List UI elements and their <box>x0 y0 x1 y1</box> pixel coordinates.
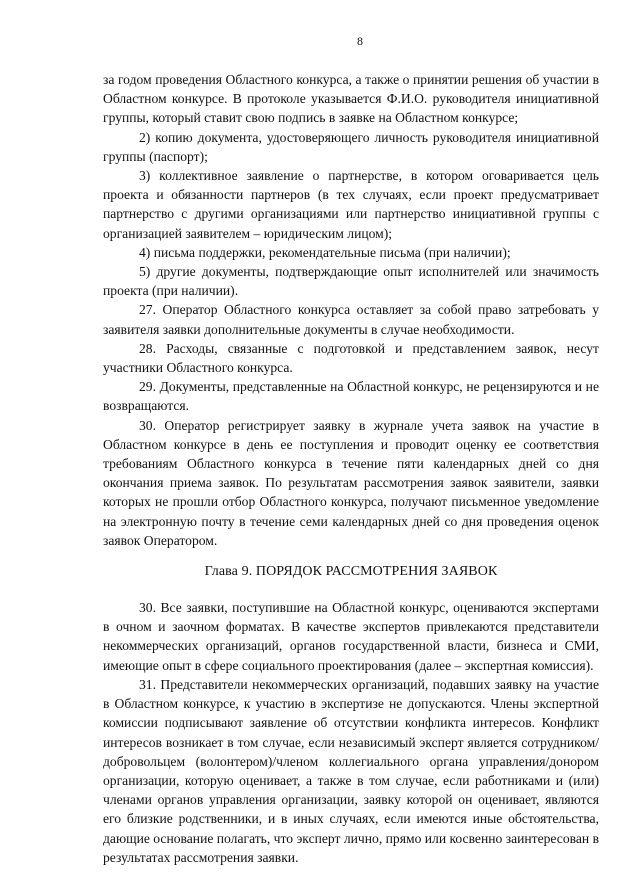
clause-30: 30. Оператор регистрирует заявку в журнале учета заявок на участие в Областном конкурсе в день ее поступления и проводит оценку ее соответствия требованиям Областного конкурса в течение пяти календарных дней со дня окончания приема заявок. По результатам рассмотрения заявок заявители, заявки которых не прошли отбор Областного конкурса, получают письменное уведомление на электронную почту в течение семи календарных дней со дня проведения оценок заявок Оператором. <box>103 417 599 548</box>
clause-27: 27. Оператор Областного конкурса оставляет за собой право затребовать у заявителя заявки дополнительные документы в случае необходимости. <box>103 302 599 337</box>
paragraphs-before-heading <box>103 70 599 550</box>
clause-30-evaluation: 30. Все заявки, поступившие на Областной конкурс, оцениваются экспертами в очном и заочном форматах. В качестве экспертов привлекаются представители некоммерческих организаций, органов государственной власти, бизнеса и СМИ, имеющие опыт в сфере социального проектирования (далее – экспертная комиссия). <box>103 600 599 673</box>
page-number: 8 <box>357 34 363 48</box>
clause-28: 28. Расходы, связанные с подготовкой и представлением заявок, несут участники Областного конкурса. <box>103 340 599 376</box>
paragraphs-after-heading <box>103 598 599 867</box>
list-item-3: 3) коллективное заявление о партнерстве, в котором оговаривается цель проекта и обязанности партнеров (в тех случаях, если проект предусматривает партнерство с другими организациями или партнерство инициативной группы с организацией заявителем – юридическим лицом); <box>103 168 599 241</box>
list-item-2: 2) копию документа, удостоверяющего личность руководителя инициативной группы (паспорт); <box>103 129 599 164</box>
list-item-4: 4) письма поддержки, рекомендательные письма (при наличии); <box>139 244 511 260</box>
clause-31: 31. Представители некоммерческих организаций, подавших заявку на участие в Областном конкурсе, к участию в экспертизе не допускаются. Члены экспертной комиссии подписывают заявление об отсутствии конфликта интересов. Конфликт интересов возникает в том случае, если независимый эксперт является сотрудником/добровольцем (волонтером)/членом коллегиального органа управления/донором организации, которую оценивает, а также в том случае, если работниками и (или) членами органов управления организации, заявку которой он оценивает, являются его близкие родственники, и в иных случаях, если имеются иные обстоятельства, дающие основание полагать, что эксперт лично, прямо или косвенно заинтересован в результатах рассмотрения заявки. <box>103 676 599 865</box>
paragraph-continuation: за годом проведения Областного конкурса, а также о принятии решения об участии в Областном конкурсе. В протоколе указывается Ф.И.О. руководителя инициативной группы, который ставит свою подпись в заявке на Областном конкурсе; <box>103 72 599 126</box>
list-item-5: 5) другие документы, подтверждающие опыт исполнителей или значимость проекта (при наличии). <box>103 264 599 299</box>
clause-29: 29. Документы, представленные на Областной конкурс, не рецензируются и не возвращаются. <box>103 379 599 414</box>
chapter-heading: Глава 9. ПОРЯДОК РАССМОТРЕНИЯ ЗАЯВОК <box>204 564 498 580</box>
document-page <box>103 34 599 867</box>
